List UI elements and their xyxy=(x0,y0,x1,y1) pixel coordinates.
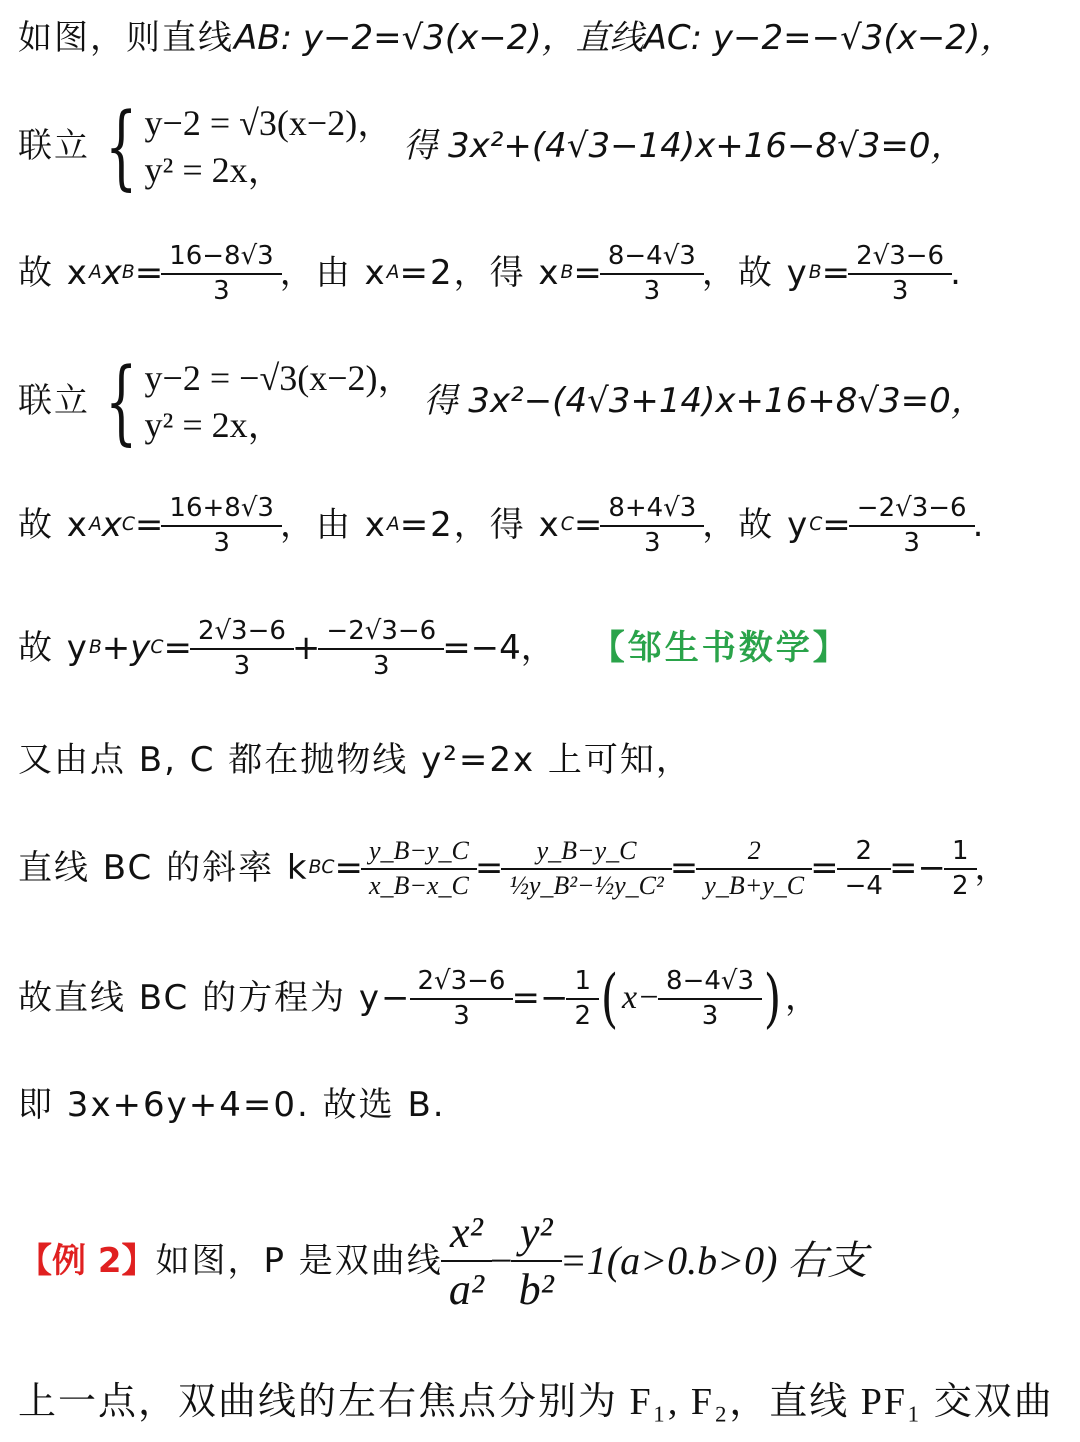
equals: = xyxy=(821,253,851,294)
line-12 xyxy=(18,1380,1070,1426)
numerator: −2√3−6 xyxy=(856,493,967,523)
system-row-1: y−2 = −√3(x−2)， xyxy=(144,358,414,398)
denominator: 3 xyxy=(600,273,704,308)
text-segment: ，由 x xyxy=(279,505,387,546)
subscript: B xyxy=(560,262,574,284)
fraction xyxy=(322,615,440,682)
equals: = xyxy=(134,253,164,294)
minus: − xyxy=(490,1238,513,1283)
text-segment: ，故 y xyxy=(702,505,810,546)
comma: ， xyxy=(784,978,819,1019)
denominator: ½y_B²−½y_C² xyxy=(501,868,671,903)
subscript: C xyxy=(121,514,135,536)
system-row-1: y−2 = √3(x−2)， xyxy=(144,103,394,143)
math-ac: AC xyxy=(643,18,691,58)
equals: = xyxy=(822,505,851,546)
fraction xyxy=(852,240,948,307)
text-segment: 故 y xyxy=(18,628,89,669)
numerator: 1 xyxy=(951,836,969,866)
fraction xyxy=(700,835,808,902)
denominator: y_B+y_C xyxy=(696,868,812,903)
system-row-2: y² = 2x， xyxy=(144,149,284,190)
subscript: C xyxy=(150,637,164,659)
text-segment: =2，得 x xyxy=(399,505,561,546)
equals: = xyxy=(334,848,363,889)
brace-icon: { xyxy=(105,92,138,200)
example-tag: 【例 2】 xyxy=(18,1240,156,1281)
text-line: 即 3x+6y+4=0. 故选 B. xyxy=(18,1085,446,1125)
period: . xyxy=(972,505,984,546)
line-11 xyxy=(18,1205,1070,1317)
subscript: A xyxy=(88,514,102,536)
denominator: 3 xyxy=(410,998,514,1033)
denominator: 3 xyxy=(161,525,282,560)
math-var: x− xyxy=(621,979,661,1017)
brace-icon: { xyxy=(105,347,138,455)
line-8 xyxy=(18,835,1070,902)
numerator: 2√3−6 xyxy=(856,241,945,271)
text-segment: =1(a>0.b>0) 右支 xyxy=(559,1238,868,1283)
system-result: 得 3x²+(4√3−14)x+16−8√3=0， xyxy=(403,126,965,167)
left-paren: ( xyxy=(600,961,619,1036)
fraction xyxy=(948,835,973,902)
equals: = xyxy=(669,848,699,889)
subscript: A xyxy=(386,262,400,284)
subscript: B xyxy=(808,262,822,284)
equals: = xyxy=(810,848,839,889)
equals: = xyxy=(474,848,504,889)
math-eq-ab: : y−2=√3(x−2)，直线 xyxy=(280,18,644,58)
line-7 xyxy=(18,740,1070,781)
text-segment: 故直线 BC 的方程为 y− xyxy=(18,978,412,1019)
denominator: 3 xyxy=(190,648,294,683)
denominator: 3 xyxy=(658,998,762,1033)
text-line: 又由点 B, C 都在抛物线 y²=2x 上可知， xyxy=(18,740,692,780)
subscript: B xyxy=(121,262,135,284)
denominator: 3 xyxy=(849,525,975,560)
system-result: 得 3x²−(4√3+14)x+16+8√3=0， xyxy=(423,381,985,422)
denominator: a² xyxy=(441,1260,492,1317)
denominator: b² xyxy=(511,1260,562,1317)
numerator: 2√3−6 xyxy=(417,966,506,996)
numerator: 8+4√3 xyxy=(608,493,697,523)
line-3 xyxy=(18,240,1070,307)
fraction xyxy=(194,615,290,682)
numerator: x² xyxy=(450,1208,483,1257)
math-ab: AB xyxy=(234,18,281,58)
text-segment: 如图，则直线 xyxy=(18,18,234,58)
numerator: y² xyxy=(519,1208,553,1257)
subscript: A xyxy=(386,514,400,536)
fraction xyxy=(414,965,510,1032)
numerator: 16−8√3 xyxy=(169,241,274,271)
subscript: C xyxy=(809,514,823,536)
denominator: 3 xyxy=(600,525,704,560)
fraction xyxy=(515,1205,558,1317)
numerator: y_B−y_C xyxy=(368,836,469,865)
text-segment: 直线 BC 的斜率 k xyxy=(18,848,309,889)
numerator: 8−4√3 xyxy=(666,966,755,996)
subscript: BC xyxy=(308,857,335,879)
math-var: +y xyxy=(101,628,151,669)
line-2 xyxy=(18,92,1070,200)
math-var: x xyxy=(101,505,122,546)
fraction xyxy=(853,492,971,559)
fraction xyxy=(604,492,700,559)
equation-system xyxy=(92,92,394,200)
denominator: 2 xyxy=(944,868,977,903)
text-line: 上一点，双曲线的左右焦点分别为 F₁, F₂，直线 PF₁ 交双曲 xyxy=(18,1381,1054,1423)
denominator: 3 xyxy=(318,648,444,683)
denominator: −4 xyxy=(837,868,891,903)
line-10 xyxy=(18,1085,1070,1126)
subscript: C xyxy=(560,514,574,536)
denominator: 3 xyxy=(161,273,282,308)
numerator: 8−4√3 xyxy=(607,241,696,271)
denominator: 2 xyxy=(566,998,599,1033)
fraction xyxy=(662,965,758,1032)
period: . xyxy=(950,253,961,294)
fraction xyxy=(165,492,278,559)
lianli-label: 联立 xyxy=(18,381,90,422)
fraction xyxy=(365,835,473,902)
numerator: 2√3−6 xyxy=(197,616,286,646)
lianli-label: 联立 xyxy=(18,126,90,167)
subscript: B xyxy=(88,637,102,659)
numerator: 16+8√3 xyxy=(169,493,274,523)
numerator: 2 xyxy=(747,836,761,865)
fraction xyxy=(841,835,887,902)
text-segment: 故 x xyxy=(18,253,89,294)
math-eq-ac: : y−2=−√3(x−2)， xyxy=(690,18,1015,58)
text-segment: 故 x xyxy=(18,505,89,546)
line-4 xyxy=(18,347,1070,455)
equals: = xyxy=(573,253,602,294)
equals: =− xyxy=(888,848,946,889)
fraction xyxy=(445,1205,488,1317)
text-segment: ，由 x xyxy=(279,253,387,294)
numerator: 1 xyxy=(574,966,592,996)
plus: + xyxy=(291,628,321,669)
numerator: −2√3−6 xyxy=(326,616,437,646)
system-row-2: y² = 2x， xyxy=(144,404,284,445)
result: =−4， xyxy=(442,628,555,669)
fraction xyxy=(165,240,278,307)
fraction xyxy=(570,965,595,1032)
equals: = xyxy=(163,628,192,669)
equals: = xyxy=(573,505,603,546)
text-segment: 如图，P 是双曲线 xyxy=(155,1240,443,1281)
comma: ， xyxy=(974,848,1009,889)
brand-watermark: 【邹生书数学】 xyxy=(590,628,850,669)
line-6 xyxy=(18,615,1070,682)
fraction xyxy=(604,240,700,307)
equation-system xyxy=(92,347,414,455)
line-1 xyxy=(18,18,1070,59)
numerator: 2 xyxy=(855,836,873,866)
text-segment: ，故 y xyxy=(701,253,809,294)
math-var: x xyxy=(101,253,122,294)
text-segment: =2，得 x xyxy=(399,253,561,294)
denominator: 3 xyxy=(848,273,952,308)
equals: = xyxy=(134,505,164,546)
right-paren: ) xyxy=(763,961,782,1036)
line-9 xyxy=(18,961,1070,1036)
line-5 xyxy=(18,492,1070,559)
numerator: y_B−y_C xyxy=(536,836,637,865)
equals: =− xyxy=(511,978,569,1019)
subscript: A xyxy=(88,262,102,284)
fraction xyxy=(505,835,667,902)
denominator: x_B−x_C xyxy=(361,868,477,903)
